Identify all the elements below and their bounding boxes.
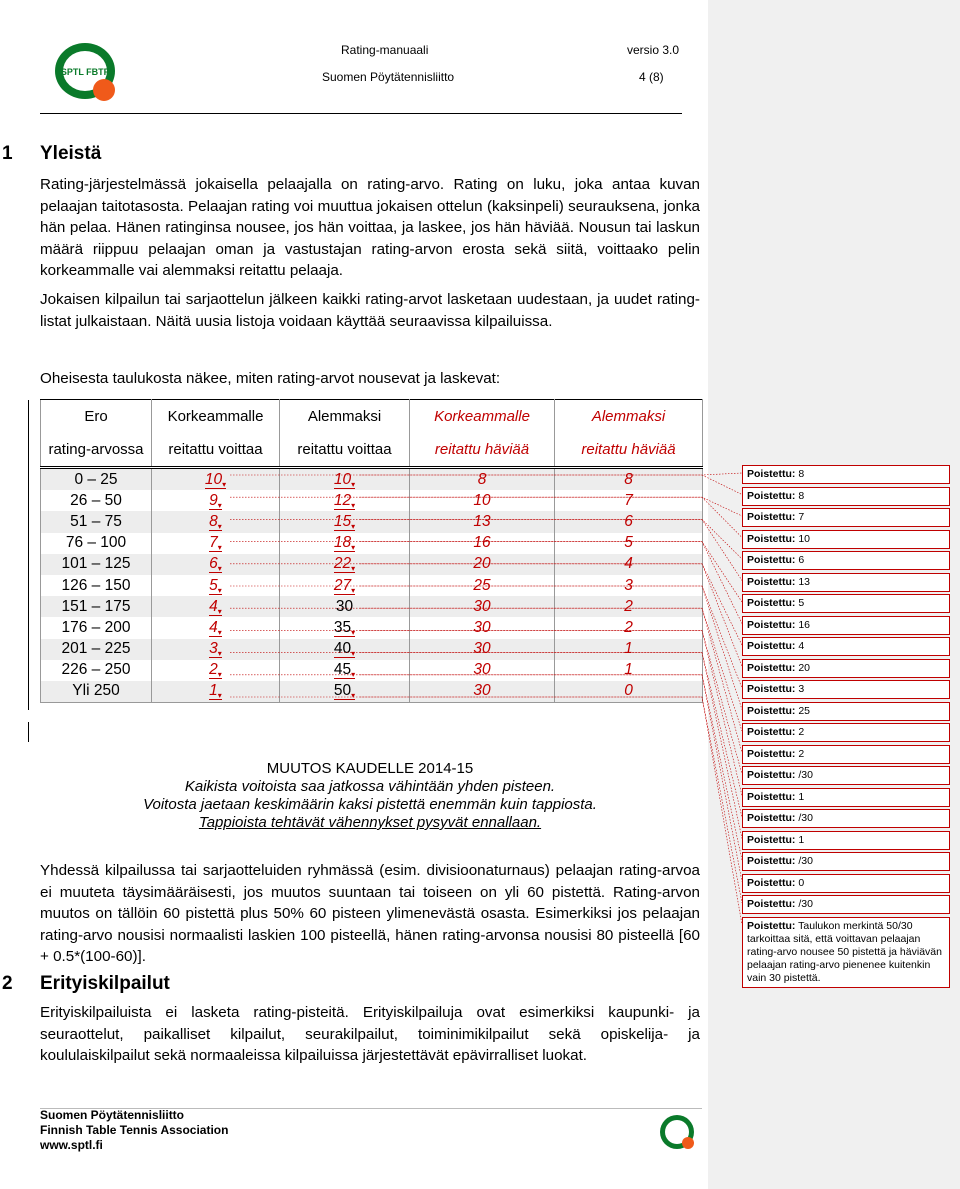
cell-value: 0 – 25 <box>74 470 118 488</box>
col-subheader-higher-wins: reitattu voittaa <box>152 433 280 468</box>
footer-org-en: Finnish Table Tennis Association <box>40 1123 229 1137</box>
deleted-comment[interactable] <box>742 766 950 785</box>
comment-text: 2 <box>798 726 805 738</box>
col-subheader-higher-loses: reitattu häviää <box>410 433 555 468</box>
deleted-comment[interactable] <box>742 465 950 484</box>
col-subheader-lower-loses: reitattu häviää <box>555 433 703 468</box>
deleted-comment[interactable] <box>742 616 950 635</box>
table-row <box>41 681 703 703</box>
cell-higher-wins <box>152 468 280 491</box>
cell-higher-loses <box>410 554 555 575</box>
cell-lower-wins <box>280 575 410 596</box>
cell-value: 6 ▾ <box>209 555 222 573</box>
cell-value: 20 <box>473 555 491 573</box>
cell-higher-wins <box>152 639 280 660</box>
deleted-comment[interactable] <box>742 702 950 721</box>
col-subheader-lower-wins: reitattu voittaa <box>280 433 410 468</box>
cell-higher-loses <box>410 533 555 554</box>
comment-label: Poistettu: <box>747 532 796 545</box>
cell-higher-loses <box>410 468 555 491</box>
comment-label: Poistettu: <box>747 855 796 867</box>
cell-higher-wins <box>152 554 280 575</box>
cell-lower-loses <box>555 533 703 554</box>
cell-lower-wins <box>280 554 410 575</box>
comment-text: 13 <box>798 575 811 588</box>
comment-label: Poistettu: <box>747 640 796 652</box>
cell-higher-wins <box>152 681 280 703</box>
col-header-ero: Ero <box>41 400 152 434</box>
cell-value: 4 ▾ <box>209 619 222 637</box>
cell-value: 30 <box>473 661 491 679</box>
cell-value: 10 ▾ <box>205 471 226 489</box>
cell-higher-loses <box>410 639 555 660</box>
cell-value: 16 <box>473 534 491 552</box>
deleted-comment[interactable] <box>742 831 950 850</box>
cell-value: 7 <box>624 491 633 509</box>
comment-label: Poistettu: <box>747 511 796 523</box>
comment-text: 5 <box>798 597 805 609</box>
cell-lower-loses <box>555 660 703 681</box>
cell-value: 76 – 100 <box>65 534 127 552</box>
cell-value: 40 ▾ <box>334 640 355 658</box>
cell-lower-wins <box>280 596 410 617</box>
col-header-higher-wins: Korkeammalle <box>152 400 280 434</box>
comment-text: 25 <box>798 704 811 717</box>
cell-value: 201 – 225 <box>61 640 131 658</box>
cell-value: 6 <box>624 512 633 530</box>
change-bar <box>28 722 29 742</box>
logo-text: SPTL FBTF <box>60 67 110 77</box>
cell-value: 9 ▾ <box>209 492 222 510</box>
cell-lower-loses <box>555 490 703 511</box>
section-2-title: Erityiskilpailut <box>40 973 170 994</box>
cell-value: 1 <box>624 640 633 658</box>
page-number: 4 (8) <box>639 70 664 84</box>
table-row <box>41 639 703 660</box>
deleted-comment[interactable] <box>742 680 950 699</box>
change-notice-line: Tappioista tehtävät vähennykset pysyvät ennallaan. <box>198 814 542 831</box>
table-row <box>41 596 703 617</box>
deleted-comment[interactable] <box>742 573 950 592</box>
cell-value: 10 <box>473 491 491 509</box>
cell-value: 5 ▾ <box>209 577 222 595</box>
comment-text: 1 <box>798 790 805 803</box>
cell-rating-diff <box>41 468 152 491</box>
cell-value: 1 ▾ <box>209 682 222 700</box>
deleted-comment[interactable] <box>742 852 950 871</box>
comment-label: Poistettu: <box>747 468 796 480</box>
cell-value: 126 – 150 <box>61 576 131 594</box>
deleted-comment[interactable] <box>742 809 950 828</box>
rating-table <box>40 399 702 703</box>
cell-rating-diff <box>41 681 152 703</box>
cell-value: Yli 250 <box>72 682 120 700</box>
footer-org: Suomen Pöytätennisliitto <box>40 1108 185 1122</box>
cell-value: 7 ▾ <box>209 534 222 552</box>
footer <box>40 1108 228 1153</box>
cell-rating-diff <box>41 533 152 554</box>
deleted-comment[interactable] <box>742 745 950 764</box>
comment-label: Poistettu: <box>747 747 796 760</box>
cell-rating-diff <box>41 554 152 575</box>
cell-value: 30 <box>335 597 354 615</box>
deleted-comment[interactable] <box>742 874 950 893</box>
change-notice-title: MUUTOS KAUDELLE 2014-15 <box>266 760 474 777</box>
cell-value: 2 <box>624 618 633 636</box>
sptl-logo <box>52 40 124 104</box>
comment-text: 7 <box>798 511 805 523</box>
cell-higher-wins <box>152 596 280 617</box>
change-notice-line: Voitosta jaetaan keskimäärin kaksi pistettä enemmän kuin tappiosta. <box>143 796 597 813</box>
comment-label: Poistettu: <box>747 726 796 738</box>
comment-text: 8 <box>798 468 805 480</box>
comment-text: 2 <box>798 747 805 760</box>
paragraph-recalc: Jokaisen kilpailun tai sarjaottelun jälkeen kaikki rating-arvot lasketaan uudestaan, ja uudet rating-listat julkaistaan. Näitä uusia listoja voidaan käyttää seuraavissa kilpailuissa. <box>40 291 700 330</box>
cell-value: 50 ▾ <box>334 682 355 700</box>
cell-higher-wins <box>152 490 280 511</box>
cell-lower-wins <box>280 533 410 554</box>
comment-label: Poistettu: <box>747 812 796 824</box>
deleted-comment[interactable] <box>742 637 950 656</box>
cell-value: 35 ▾ <box>334 619 355 637</box>
comment-text: 20 <box>798 661 811 674</box>
cell-value: 4 ▾ <box>209 598 222 616</box>
comment-label: Poistettu: <box>747 876 796 889</box>
comment-text: 6 <box>798 554 805 566</box>
cell-value: 0 <box>624 682 633 700</box>
cell-value: 226 – 250 <box>61 661 131 679</box>
paragraph-intro: Rating-järjestelmässä jokaisella pelaajalla on rating-arvo. Rating on luku, joka antaa kuvan pelaajan taitotasosta. Pelaajan rating voi muuttua jokaisen ottelun (kaksinpeli) seurauksena, jonka hän pelaa. Hänen ratinginsa nousee, jos hän voittaa, ja laskee, jos hän häviää. Nousun tai laskun määrä riippuu pelaajan oman ja vastustajan rating-arvon erosta sekä siitä, voittaako pelin korkeammalle vai alemmaksi reitattu pelaaja. <box>40 176 700 280</box>
table-row <box>41 490 703 511</box>
cell-value: 51 – 75 <box>70 512 122 530</box>
cell-higher-loses <box>410 660 555 681</box>
deleted-comment[interactable] <box>742 895 950 914</box>
section-1-number: 1 <box>2 143 13 164</box>
cell-value: 18 ▾ <box>334 534 355 552</box>
comment-label: Poistettu: <box>747 769 796 781</box>
comment-text: 1 <box>798 833 805 846</box>
comment-label: Poistettu: <box>747 661 796 674</box>
cell-value: 12 ▾ <box>334 492 355 510</box>
cell-value: 30 <box>473 597 491 615</box>
cell-value: 151 – 175 <box>61 597 131 615</box>
cell-higher-wins <box>152 511 280 532</box>
cell-higher-loses <box>410 511 555 532</box>
cell-higher-loses <box>410 575 555 596</box>
paragraph-special: Erityiskilpailuista ei lasketa rating-pisteitä. Erityiskilpailuja ovat esimerkiksi kaupunki- ja seuraottelut, paikalliset kilpailut, seurakilpailut, toiminimikilpailut sekä opiskelija- ja koululaiskilpailut sekä normaaleissa kilpailuissa järjestettävät epävirralliset luokat. <box>40 1004 700 1065</box>
cell-value: 3 <box>624 576 633 594</box>
cell-higher-loses <box>410 596 555 617</box>
table-row <box>41 617 703 638</box>
cell-lower-loses <box>555 617 703 638</box>
cell-value: 15 ▾ <box>334 513 355 531</box>
comment-text: /30 <box>798 898 813 910</box>
cell-lower-wins <box>280 490 410 511</box>
comment-text: 16 <box>798 618 811 631</box>
cell-value: 25 <box>473 576 491 594</box>
cell-value: 101 – 125 <box>61 555 131 573</box>
header-org: Suomen Pöytätennisliitto <box>322 70 455 84</box>
comment-label: Poistettu: <box>747 683 796 695</box>
comment-text: /30 <box>798 812 813 824</box>
cell-lower-loses <box>555 468 703 491</box>
comment-label: Poistettu: <box>747 898 796 910</box>
comment-text: 10 <box>798 532 811 545</box>
cell-value: 10 ▾ <box>334 471 355 489</box>
cell-value: 13 <box>473 512 491 530</box>
comment-label: Poistettu: <box>747 554 796 566</box>
cell-value: 30 <box>473 682 491 700</box>
comment-text: /30 <box>798 769 813 781</box>
change-notice <box>40 760 700 832</box>
cell-lower-loses <box>555 596 703 617</box>
comment-text: Taulukon merkintä 50/30 tarkoittaa sitä, että voittavan pelaajan rating-arvo nousee 50 pistettä ja häviävän pelaajan rating-arvo pienenee kuitenkin vain 30 pistettä. <box>747 919 942 984</box>
deleted-comment[interactable] <box>742 659 950 678</box>
table-row <box>41 554 703 575</box>
deleted-comment[interactable] <box>742 723 950 742</box>
change-notice-line: Kaikista voitoista saa jatkossa vähintään yhden pisteen. <box>184 778 556 795</box>
cell-rating-diff <box>41 660 152 681</box>
cell-higher-wins <box>152 660 280 681</box>
deleted-comment[interactable] <box>742 788 950 807</box>
cell-lower-wins <box>280 617 410 638</box>
table-row <box>41 533 703 554</box>
paragraph-limit: Yhdessä kilpailussa tai sarjaotteluiden ryhmässä (esim. divisioonaturnaus) pelaajan rating-arvoa ei muuteta täysimääräisesti, jos muutos suuntaan tai toiseen on yli 60 pistettä. Rating-arvon muutos on tällöin 60 pistettä plus 50% 60 pisteen ylimenevästä osasta. Esimerkiksi jos pelaajan rating-arvo nousisi normaalisti laskien 100 pisteellä, hänen rating-arvonsa nousisi 80 pisteellä [60 + 0.5*(100-60)]. <box>40 862 700 966</box>
footer-url: www.sptl.fi <box>40 1138 103 1152</box>
comment-label: Poistettu: <box>747 597 796 609</box>
comment-label: Poistettu: <box>747 489 796 502</box>
deleted-comment[interactable] <box>742 487 950 506</box>
cell-value: 2 ▾ <box>209 661 222 679</box>
section-1-title: Yleistä <box>40 143 102 164</box>
cell-rating-diff <box>41 490 152 511</box>
cell-lower-wins <box>280 511 410 532</box>
cell-higher-loses <box>410 617 555 638</box>
cell-value: 4 <box>624 555 633 573</box>
col-subheader-ero: rating-arvossa <box>41 433 152 468</box>
cell-value: 30 <box>473 618 491 636</box>
paragraph-table-intro: Oheisesta taulukosta näkee, miten rating-arvot nousevat ja laskevat: <box>40 370 501 387</box>
cell-lower-wins <box>280 660 410 681</box>
comment-text: /30 <box>798 855 813 867</box>
deleted-comment-note[interactable] <box>742 917 950 988</box>
cell-lower-loses <box>555 511 703 532</box>
cell-value: 2 <box>624 597 633 615</box>
cell-lower-loses <box>555 554 703 575</box>
comment-text: 8 <box>798 489 805 502</box>
cell-value: 5 <box>624 534 633 552</box>
cell-value: 8 ▾ <box>209 513 222 531</box>
comment-label: Poistettu: <box>747 618 796 631</box>
doc-version: versio 3.0 <box>627 43 680 57</box>
comment-text: 3 <box>798 683 805 695</box>
cell-rating-diff <box>41 596 152 617</box>
cell-lower-loses <box>555 639 703 660</box>
footer-logo <box>658 1113 698 1153</box>
cell-value: 3 ▾ <box>209 640 222 658</box>
comment-text: 4 <box>798 640 805 652</box>
comment-text: 0 <box>798 876 805 889</box>
doc-title: Rating-manuaali <box>341 43 429 57</box>
cell-value: 8 <box>624 470 633 488</box>
cell-lower-wins <box>280 639 410 660</box>
comment-label: Poistettu: <box>747 833 796 846</box>
change-bar <box>28 400 29 710</box>
col-header-higher-loses: Korkeammalle <box>410 400 555 434</box>
deleted-comment[interactable] <box>742 530 950 549</box>
cell-value: 8 <box>477 470 487 488</box>
comment-label: Poistettu: <box>747 704 796 717</box>
cell-lower-wins <box>280 681 410 703</box>
cell-value: 45 ▾ <box>334 661 355 679</box>
cell-lower-loses <box>555 681 703 703</box>
col-header-lower-loses: Alemmaksi <box>555 400 703 434</box>
comment-label: Poistettu: <box>747 575 796 588</box>
cell-higher-loses <box>410 490 555 511</box>
cell-rating-diff <box>41 639 152 660</box>
table-row <box>41 575 703 596</box>
deleted-comment[interactable] <box>742 551 950 570</box>
cell-rating-diff <box>41 617 152 638</box>
cell-higher-wins <box>152 617 280 638</box>
table-row <box>41 468 703 491</box>
cell-value: 1 <box>624 661 633 679</box>
cell-higher-wins <box>152 575 280 596</box>
table-row <box>41 511 703 532</box>
cell-rating-diff <box>41 511 152 532</box>
cell-value: 176 – 200 <box>61 618 131 636</box>
cell-rating-diff <box>41 575 152 596</box>
comment-label: Poistettu: <box>747 919 796 932</box>
col-header-lower-wins: Alemmaksi <box>280 400 410 434</box>
deleted-comment[interactable] <box>742 594 950 613</box>
cell-value: 22 ▾ <box>334 555 355 573</box>
cell-higher-loses <box>410 681 555 703</box>
deleted-comment[interactable] <box>742 508 950 527</box>
cell-lower-loses <box>555 575 703 596</box>
table-row <box>41 660 703 681</box>
cell-lower-wins <box>280 468 410 491</box>
cell-value: 27 ▾ <box>334 577 355 595</box>
section-2-number: 2 <box>2 973 13 994</box>
header-rule <box>40 113 682 114</box>
cell-value: 30 <box>473 640 491 658</box>
comment-label: Poistettu: <box>747 790 796 803</box>
cell-value: 26 – 50 <box>70 491 122 509</box>
cell-higher-wins <box>152 533 280 554</box>
